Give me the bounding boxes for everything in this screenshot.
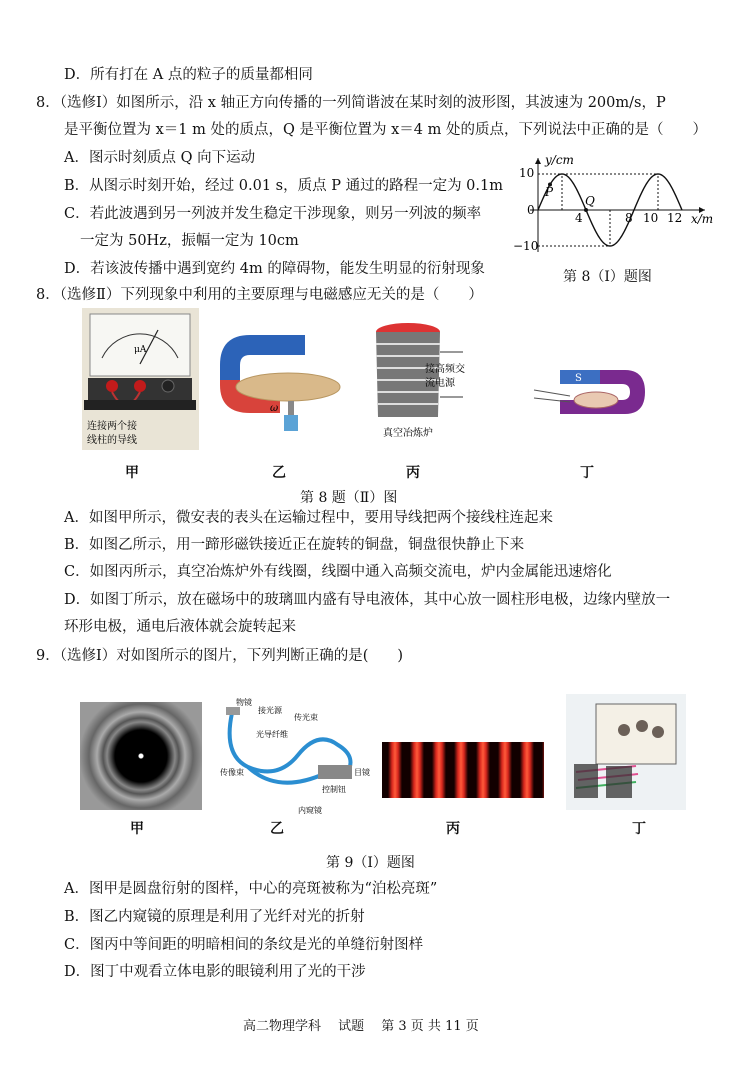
q9-label-ding: 丁 — [632, 821, 646, 837]
x-tick-4: 4 — [575, 211, 583, 225]
meter-unit: μA — [134, 345, 147, 355]
endo-note-endoscope: 内窥镜 — [298, 806, 322, 815]
q8b-option-a: A．如图甲所示，微安表的表头在运输过程中，要用导线把两个接线柱连起来 — [64, 510, 553, 526]
y-axis-label: y/cm — [545, 153, 574, 167]
q9-figure-caption: 第 9（Ⅰ）题图 — [326, 855, 415, 871]
y-tick-10: 10 — [519, 166, 535, 180]
furnace-name: 真空冶炼炉 — [383, 428, 433, 439]
point-q-label: Q — [585, 194, 595, 208]
endo-note-lightbeam: 传光束 — [294, 713, 318, 722]
q8b-figure-caption: 第 8 题（Ⅱ）图 — [300, 490, 398, 506]
figure-endoscope — [218, 695, 378, 820]
q8a-figure-caption: 第 8（Ⅰ）题图 — [563, 269, 652, 285]
q8a-option-a: A．图示时刻质点 Q 向下运动 — [64, 150, 256, 166]
figure-fringe-pattern — [382, 742, 544, 798]
q8a-stem-line2: 是平衡位置为 x＝1 m 处的质点，Q 是平衡位置为 x＝4 m 处的质点，下列说法中正确的是（ ） — [64, 122, 707, 138]
x-axis-label: x/m — [691, 212, 714, 226]
q8b-label-yi: 乙 — [272, 465, 286, 481]
endo-note-objective: 物镜 — [236, 698, 252, 707]
y-tick-0: 0 — [527, 203, 535, 217]
endo-note-lightsource: 接光源 — [258, 706, 282, 715]
endo-note-fiber: 光导纤维 — [256, 730, 288, 739]
x-tick-12: 12 — [667, 211, 683, 225]
wave-graph — [505, 152, 720, 264]
x-tick-10: 10 — [643, 211, 659, 225]
figure-magnet-disc — [210, 325, 350, 440]
page-footer: 高二物理学科 试题 第 3 页 共 11 页 — [243, 1019, 479, 1034]
y-tick-neg10: −10 — [513, 239, 539, 253]
figure-rotating-liquid — [530, 360, 650, 430]
q8a-option-b: B．从图示时刻开始，经过 0.01 s，质点 P 通过的路程一定为 0.1m — [64, 178, 503, 194]
q8b-label-ding: 丁 — [580, 465, 594, 481]
q9-label-yi: 乙 — [270, 821, 284, 837]
q9-label-bing: 丙 — [446, 821, 460, 837]
q8a-stem-line1: 8．（选修Ⅰ）如图所示，沿 x 轴正方向传播的一列简谐波在某时刻的波形图，其波速为 200m/s，P — [36, 95, 666, 111]
q8b-label-bing: 丙 — [406, 465, 420, 481]
figure-vacuum-furnace — [358, 312, 526, 442]
q8b-option-d-line1: D．如图丁所示，放在磁场中的玻璃皿内盛有导电液体，其中心放一圆柱形电极，边缘内壁放一 — [64, 592, 671, 608]
point-q-marker — [584, 208, 588, 212]
wire-note-1: 连接两个接 — [87, 421, 137, 432]
endo-note-eyepiece: 目镜 — [354, 768, 370, 777]
q8b-label-jia: 甲 — [125, 465, 139, 481]
q8a-option-c-line1: C．若此波遇到另一列波并发生稳定干涉现象，则另一列波的频率 — [64, 206, 482, 222]
x-tick-8: 8 — [625, 211, 633, 225]
wire-note-2: 线柱的导线 — [87, 435, 137, 446]
q9-option-b: B．图乙内窥镜的原理是利用了光纤对光的折射 — [64, 909, 365, 925]
endo-note-control: 控制钮 — [322, 785, 346, 794]
figure-poisson-spot — [80, 702, 202, 810]
q8b-option-c: C．如图丙所示，真空冶炼炉外有线圈，线圈中通入高频交流电，炉内金属能迅速熔化 — [64, 564, 612, 580]
q7-option-d: D．所有打在 A 点的粒子的质量都相同 — [64, 67, 313, 83]
q8b-stem: 8．（选修Ⅱ）下列现象中利用的主要原理与电磁感应无关的是（ ） — [36, 287, 483, 303]
q9-stem: 9．（选修Ⅰ）对如图所示的图片，下列判断正确的是( ) — [36, 648, 404, 664]
endo-note-imagebeam: 传像束 — [220, 768, 244, 777]
q8b-option-d-line2: 环形电极，通电后液体就会旋转起来 — [64, 619, 296, 635]
q9-option-c: C．图丙中等间距的明暗相间的条纹是光的单缝衍射图样 — [64, 937, 424, 953]
q9-option-d: D．图丁中观看立体电影的眼镜利用了光的干涉 — [64, 964, 366, 980]
q9-label-jia: 甲 — [130, 821, 144, 837]
figure-microammeter — [82, 308, 199, 450]
omega-label: ω — [270, 403, 279, 414]
q8a-option-d: D．若该波传播中遇到宽约 4m 的障碍物，能发生明显的衍射现象 — [64, 261, 485, 277]
q8a-option-c-line2: 一定为 50Hz，振幅一定为 10cm — [80, 233, 299, 249]
q9-option-a: A．图甲是圆盘衍射的图样，中心的亮斑被称为“泊松亮斑” — [64, 881, 438, 897]
furnace-note-2: 流电源 — [425, 378, 455, 389]
point-p-label: P — [545, 185, 554, 199]
magnet-s-label: S — [575, 373, 582, 384]
furnace-note-1: 接高频交 — [425, 364, 465, 375]
figure-3d-cinema — [566, 694, 686, 810]
q8b-option-b: B．如图乙所示，用一蹄形磁铁接近正在旋转的铜盘，铜盘很快静止下来 — [64, 537, 525, 553]
